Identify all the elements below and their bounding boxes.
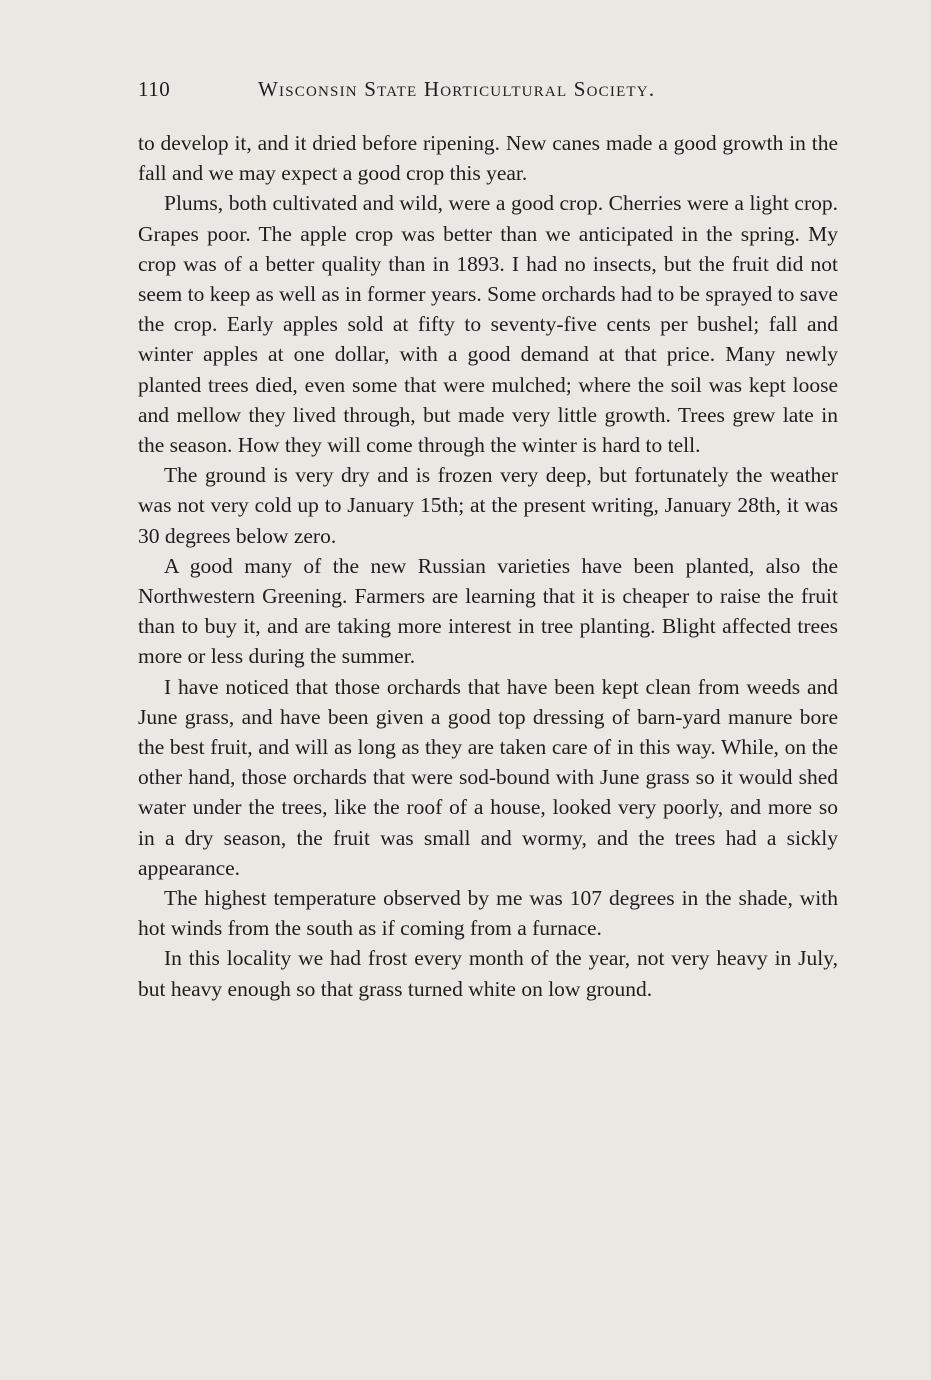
body-text <box>138 128 838 1004</box>
paragraph-ground-weather: The ground is very dry and is frozen very deep, but fortunately the weather was not very cold up to January 15th; at the present writing, January 28th, it was 30 degrees below zero. <box>138 463 838 548</box>
page-number: 110 <box>138 77 171 101</box>
paragraph-russian-varieties: A good many of the new Russian varieties have been planted, also the Northwestern Greening. Farmers are learning that it is cheaper to raise the fruit than to buy it, and are taking more interest in tree planting. Blight affected trees more or less during the summer. <box>138 553 838 669</box>
paragraph-fruit-crops: Plums, both cultivated and wild, were a good crop. Cherries were a light crop. Grapes poor. The apple crop was better than we anticipated in the spring. My crop was of a better quality than in 1893. I had no insects, but the fruit did not seem to keep as well as in former years. Some orchards had to be sprayed to save the crop. Early apples sold at fifty to seventy-five cents per bushel; fall and winter apples at one dollar, with a good demand at that price. Many newly planted trees died, even some that were mulched; where the soil was kept loose and mellow they lived through, but made very little growth. Trees grew late in the season. How they will come through the winter is hard to tell. <box>138 191 838 458</box>
paragraph-orchard-care: I have noticed that those orchards that have been kept clean from weeds and June grass, and have been given a good top dressing of barn-yard manure bore the best fruit, and will as long as they are taken care of in this way. While, on the other hand, those orchards that were sod-bound with June grass so it would shed water under the trees, like the roof of a house, looked very poorly, and more so in a dry season, the fruit was small and wormy, and the trees had a sickly appearance. <box>138 674 838 880</box>
paragraph-temperature: The highest temperature observed by me was 107 degrees in the shade, with hot winds from the south as if coming from a furnace. <box>138 886 838 941</box>
running-head <box>138 74 728 104</box>
paragraph-frost: In this locality we had frost every month of the year, not very heavy in July, but heavy enough so that grass turned white on low ground. <box>138 946 838 1001</box>
paragraph-continued: to develop it, and it dried before ripening. New canes made a good growth in the fall and we may expect a good crop this year. <box>138 131 838 186</box>
running-title: Wisconsin State Horticultural Society. <box>258 77 656 101</box>
